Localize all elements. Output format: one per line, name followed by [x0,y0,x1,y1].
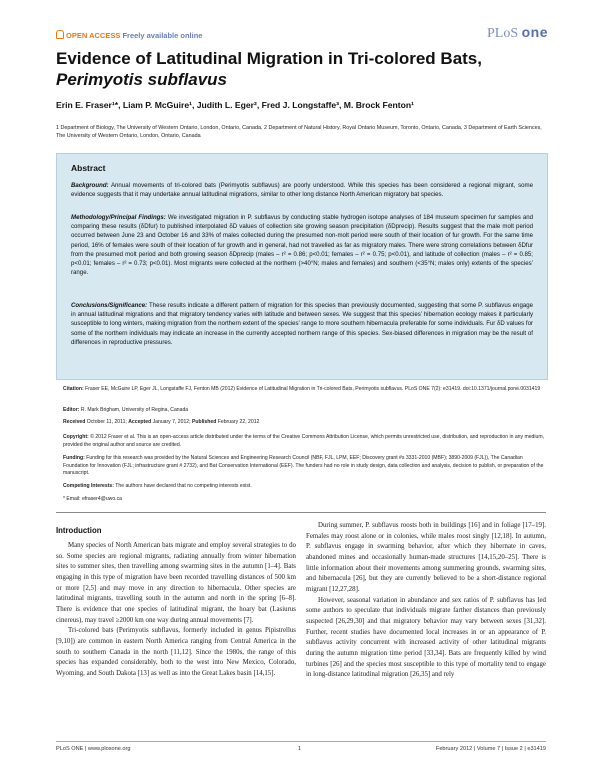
abstract-conclusions: Conclusions/Significance: These results indicate a different pattern of migration for this species than previously documented, suggesting that some P. subflavus engage in annual latitudinal migrations and that migratory tendency varies with latitude and between sexes. We suggest that this species’ hibernation ecology makes it particularly susceptible to long winters, making migration from the northern extent of the species’ range to more southern hibernacula preferable for some individuals. Fur δD values for some of the northern individuals may indicate an increase in the currently accepted northern range of this species. Sex-biased differences in migration may be the result of differences in reproductive pressures. [71,302,533,346]
logo-plos-text: PLoS [486,26,519,41]
abstract-box [56,153,548,380]
affiliations: 1 Department of Biology, The University of Western Ontario, London, Ontario, Canada, 2 Department of Natural History, Royal Ontario Museum, Toronto, Ontario, Canada, 3 Department of Earth Sciences, The University of Western Ontario, London, Ontario, Canada [56,125,542,139]
abstract-methods: Methodology/Principal Findings: We investigated migration in P. subflavus by conducting stable hydrogen isotope analyses of 184 museum specimen fur samples and comparing these results (δDfur) to published interpolated δD values of collection site growing season precipitation (δDprecip). Results suggest that the male molt period occurred between June 23 and October 16 and 33% of males collected during the presumed non-molt period were south of their location of fur growth. For the same time period, 16% of females were south of their location of fur growth and in general, had not travelled as far as migratory males. There were strong correlations between δDfur from the presumed molt period and both growing season δDprecip (males – r² = 0.86; p<0.01; females – r² = 0.75; p<0.01), and latitude of collection (males – r² = 0.85; p<0.01; females – r² = 0.73; p<0.01). Most migrants were collected at the northern (>40°N; males and females) and southern (<35°N; males only) extents of the species’ range. [71,214,533,277]
abstract-heading: Abstract [71,163,106,173]
logo-one-text: one [521,24,548,40]
abstract-background: Background: Annual movements of tri-colored bats (Perimyotis subflavus) are poorly understood. While this species has been considered a regional migrant, some evidence suggests that it may undertake annual latitudinal migrations, similar to other long distance North American migratory bat species. [71,182,533,199]
copyright: Copyright: © 2012 Fraser et al. This is an open-access article distributed under the terms of the Creative Commons Attribution License, which permits unrestricted use, distribution, and reproduction in any medium, provided the original author and source are credited. [63,434,544,448]
footer-issue: February 2012 | Volume 7 | Issue 2 | e31419 [435,746,546,752]
intro-paragraph: During summer, P. subflavus roosts both in buildings [16] and in foliage [17–19]. Females may roost alone or in colonies, while males roost singly [12,18]. In autumn, P. subflavus engage in swarming behavior, after which they hibernate in caves, abandoned mines and occasionally human-made structures [14,15,20–25]. There is little information about their movements among summering grounds, swarming sites, and hibernacula [26], but they are currently believed to be a short-distance regional migrant [12,27,28]. [306,522,546,593]
competing-interests: Competing Interests: The authors have declared that no competing interests exist. [63,483,252,489]
section-divider [56,512,546,513]
footer-divider [56,741,546,742]
intro-paragraph: Tri-colored bats (Perimyotis subflavus, formerly included in genus Pipistrellus [9,10]) are common in eastern North America ranging from Central America in the south to southern Canada in the north [11,12]. Since the 1980s, the range of this species has expanded considerably, both to the west into New Mexico, Colorado, Wyoming, and South Dakota [13] as well as into the Great Lakes basin [14,15]. [56,627,296,677]
dates: Received October 11, 2011; Accepted January 7, 2012; Published February 22, 2012 [63,419,260,425]
funding: Funding: Funding for this research was provided by the Natural Sciences and Engineering Research Council (NBF, FJL, LPM, EEF; Discovery grant #s 3331-2010 (MBF); 3890-2009 (FJL)), The Canadian Foundation for Innovation (FJL; infrastructure grant # 2732), and Bat Conservation International (EEF). The funders had no role in study design, data collection and analysis, decision to publish, or preparation of the manuscript. [63,455,544,476]
introduction-heading: Introduction [56,526,102,535]
title-line-2: Perimyotis subflavus [56,70,228,89]
contact-email: * Email: efraser4@uwo.ca [63,496,122,502]
lock-icon [56,30,64,39]
plos-one-logo [487,24,548,42]
citation: Citation: Fraser EE, McGuire LP, Eger JL, Longstaffe FJ, Fenton MB (2012) Evidence of Latitudinal Migration in Tri-colored Bats, Perimyotis subflavus. PLoS ONE 7(2): e31419. doi:10.1371/journal.pone.0031419 [63,386,541,392]
intro-paragraph: Many species of North American bats migrate and employ several strategies to do so. Some species are regional migrants, radiating annually from winter hibernation sites to summer sites, then travelling among swarming sites in the autumn [1–4]. Bats engaging in this type of migration have been recorded travelling distances of 500 km or more [2,5] and may move in any direction to hibernacula. Other species are latitudinal migrants, travelling south in the autumn and north in the spring [6–8]. There is evidence that one species of latitudinal migrant, the hoary bat (Lasiurus cinereus), may travel ≥2000 km one way during annual movements [7]. [56,542,296,624]
intro-paragraph: However, seasonal variation in abundance and sex ratios of P. subflavus has led some authors to speculate that individuals migrate farther distances than previously suspected [26,29,30] and that migratory behavior may vary between sexes [31,32]. Further, recent studies have documented local increases in or an appearance of P. subflavus activity concurrent with increased activity of other latitudinal migrants during the autumn migration time period [33,34]. Bats are frequently killed by wind turbines [26] and the species most susceptible to this type of mortality tend to engage in long-distance latitudinal migration [26,35] and rely [306,596,546,679]
author-list: Erin E. Fraser¹*, Liam P. McGuire¹, Judith L. Eger², Fred J. Longstaffe³, M. Brock Fenton¹ [56,100,414,110]
title-line-1: Evidence of Latitudinal Migration in Tri-colored Bats, [56,49,482,68]
editor: Editor: R. Mark Brigham, University of Regina, Canada [63,407,189,413]
footer-journal: PLoS ONE | www.plosone.org [56,746,131,752]
open-access-badge: OPEN ACCESS Freely available online [56,30,202,40]
footer-page-number: 1 [298,746,302,752]
intro-right-column [306,521,546,681]
intro-left-column [56,541,296,680]
article-title [56,48,556,90]
